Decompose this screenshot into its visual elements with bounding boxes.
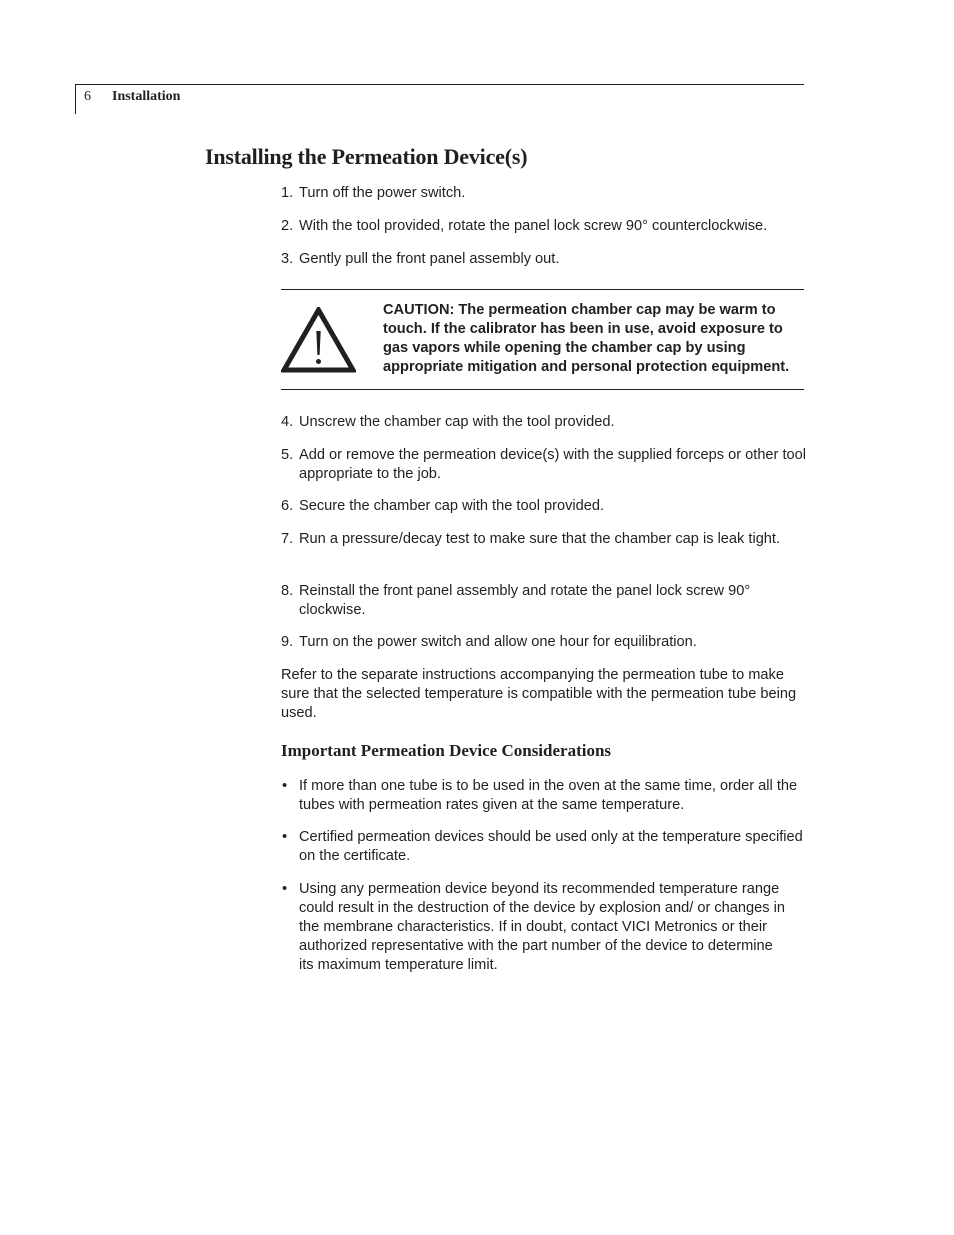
step-2	[281, 217, 811, 236]
header-rule	[75, 84, 804, 85]
step-number: 1.	[281, 185, 294, 201]
warning-triangle-icon	[281, 307, 356, 373]
step-number: 9.	[281, 634, 294, 650]
step-number: 8.	[281, 583, 294, 599]
caution-box	[281, 289, 804, 390]
step-number: 2.	[281, 218, 294, 234]
step-text: Reinstall the front panel assembly and rotate the panel lock screw 90° clockwise.	[299, 583, 751, 618]
section-title: Installing the Permeation Device(s)	[205, 144, 528, 169]
bullet-text: Using any permeation device beyond its recommended temperature range could result in the destruction of the device by explosion and/ or changes in the membrane characteristics. If in doubt, contact VICI Metronics or their authorized representative with the part number of the device to determine its maximum temperature limit.	[299, 881, 785, 973]
running-head: Installation	[112, 89, 181, 104]
header-margin-rule	[75, 84, 76, 114]
step-9	[281, 633, 811, 652]
step-number: 5.	[281, 447, 294, 463]
compatibility-paragraph: Refer to the separate instructions accompanying the permeation tube to make sure that the selected temperature is compatible with the permeation tube being used.	[281, 667, 797, 721]
step-number: 3.	[281, 251, 294, 267]
step-number: 7.	[281, 531, 294, 547]
step-1	[281, 184, 811, 203]
step-number: 6.	[281, 498, 294, 514]
step-5	[281, 446, 811, 484]
bullet-icon: •	[282, 778, 288, 794]
page-number: 6	[84, 89, 91, 104]
step-text: With the tool provided, rotate the panel lock screw 90° counterclockwise.	[299, 218, 768, 234]
bullet-item	[281, 828, 811, 866]
step-text: Turn on the power switch and allow one hour for equilibration.	[299, 634, 697, 650]
step-text: Run a pressure/decay test to make sure that the chamber cap is leak tight.	[299, 531, 781, 547]
bullet-icon: •	[282, 829, 288, 845]
step-7	[281, 530, 811, 549]
step-text: Unscrew the chamber cap with the tool provided.	[299, 414, 615, 430]
caution-text: CAUTION: The permeation chamber cap may be warm to touch. If the calibrator has been in use, avoid exposure to gas vapors while opening the chamber cap by using appropriate mitigation and personal protection equipment.	[383, 302, 790, 375]
step-4	[281, 413, 811, 432]
step-text: Add or remove the permeation device(s) with the supplied forceps or other tool appropriate to the job.	[299, 447, 806, 482]
step-number: 4.	[281, 414, 294, 430]
step-text: Gently pull the front panel assembly out.	[299, 251, 560, 267]
bullet-text: Certified permeation devices should be used only at the temperature specified on the certificate.	[299, 829, 803, 864]
bullet-text: If more than one tube is to be used in the oven at the same time, order all the tubes with permeation rates given at the same temperature.	[299, 778, 798, 813]
bullet-item	[281, 880, 791, 975]
step-text: Secure the chamber cap with the tool provided.	[299, 498, 605, 514]
step-text: Turn off the power switch.	[299, 185, 466, 201]
step-8	[281, 582, 811, 620]
step-3	[281, 250, 811, 269]
subsection-title: Important Permeation Device Considerations	[281, 741, 612, 760]
bullet-icon: •	[282, 881, 288, 897]
step-6	[281, 497, 811, 516]
bullet-item	[281, 777, 811, 815]
